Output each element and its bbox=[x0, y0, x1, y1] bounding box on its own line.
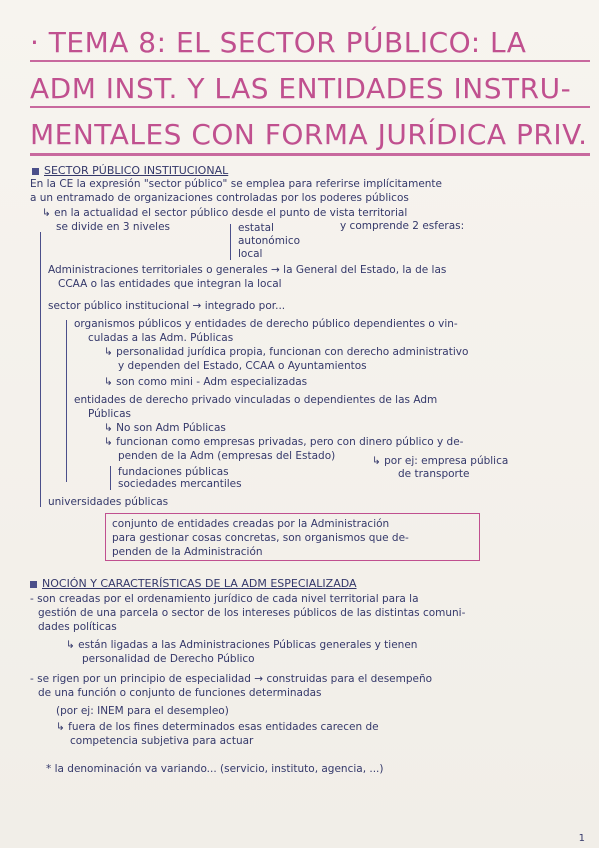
box-line: para gestionar cosas concretas, son organismos que de- bbox=[112, 532, 409, 544]
note-line: ↳ personalidad jurídica propia, funcionan con derecho administrativo bbox=[104, 346, 469, 358]
note-line: y comprende 2 esferas: bbox=[340, 220, 465, 232]
title-line-3: MENTALES CON FORMA JURÍDICA PRIV. bbox=[30, 112, 590, 158]
note-line: (por ej: INEM para el desempleo) bbox=[56, 705, 229, 717]
brace-levels bbox=[230, 224, 231, 260]
square-bullet-icon bbox=[32, 168, 39, 175]
note-line: sociedades mercantiles bbox=[118, 478, 242, 490]
note-line: dades políticas bbox=[38, 621, 117, 633]
note-line: ↳ son como mini - Adm especializadas bbox=[104, 376, 308, 388]
note-line: y dependen del Estado, CCAA o Ayuntamientos bbox=[118, 360, 367, 372]
box-line: penden de la Administración bbox=[112, 546, 263, 558]
note-line: ↳ No son Adm Públicas bbox=[104, 422, 226, 434]
brace-examples bbox=[110, 466, 111, 490]
note-line: fundaciones públicas bbox=[118, 466, 229, 478]
section-heading-1 bbox=[32, 164, 228, 177]
note-line: local bbox=[238, 248, 263, 260]
note-line: ↳ en la actualidad el sector público desde el punto de vista territorial bbox=[42, 207, 408, 219]
section-heading-1-text: SECTOR PÚBLICO INSTITUCIONAL bbox=[44, 164, 229, 177]
note-line: En la CE la expresión "sector público" se emplea para referirse implícitamente bbox=[30, 178, 443, 190]
brace-institutional bbox=[66, 320, 67, 482]
note-line: ↳ están ligadas a las Administraciones Públicas generales y tienen bbox=[66, 639, 418, 651]
note-line: ↳ funcionan como empresas privadas, pero con dinero público y de- bbox=[104, 436, 464, 448]
note-line: culadas a las Adm. Públicas bbox=[88, 332, 234, 344]
note-line: estatal bbox=[238, 222, 274, 234]
note-line: sector público institucional → integrado por... bbox=[48, 300, 286, 312]
note-line: competencia subjetiva para actuar bbox=[70, 735, 254, 747]
note-line: ↳ fuera de los fines determinados esas entidades carecen de bbox=[56, 721, 379, 733]
box-line: conjunto de entidades creadas por la Administración bbox=[112, 518, 390, 530]
note-line: ↳ por ej: empresa pública bbox=[372, 455, 509, 467]
note-line: a un entramado de organizaciones controladas por los poderes públicos bbox=[30, 192, 409, 204]
note-line: de transporte bbox=[398, 468, 470, 480]
note-line: - son creadas por el ordenamiento jurídico de cada nivel territorial para la bbox=[30, 593, 419, 605]
note-line: CCAA o las entidades que integran la local bbox=[58, 278, 282, 290]
note-line: se divide en 3 niveles bbox=[56, 221, 171, 233]
note-line: autonómico bbox=[238, 235, 301, 247]
note-line: penden de la Adm (empresas del Estado) bbox=[118, 450, 336, 462]
note-line: Administraciones territoriales o generales → la General del Estado, la de las bbox=[48, 264, 447, 276]
section-heading-2-text: NOCIÓN Y CARACTERÍSTICAS DE LA ADM ESPECIALIZADA bbox=[42, 577, 357, 590]
page-title bbox=[30, 20, 590, 158]
note-line: personalidad de Derecho Público bbox=[82, 653, 255, 665]
note-line: organismos públicos y entidades de derecho público dependientes o vin- bbox=[74, 318, 458, 330]
note-line: Públicas bbox=[88, 408, 131, 420]
note-line: entidades de derecho privado vinculadas o dependientes de las Adm bbox=[74, 394, 438, 406]
page-number: 1 bbox=[578, 833, 585, 844]
brace-spheres bbox=[40, 232, 41, 507]
note-line: * la denominación va variando... (servicio, instituto, agencia, ...) bbox=[46, 763, 384, 775]
square-bullet-icon bbox=[30, 581, 37, 588]
note-line: gestión de una parcela o sector de los intereses públicos de las distintas comuni- bbox=[38, 607, 466, 619]
section-heading-2 bbox=[30, 577, 357, 590]
note-line: de una función o conjunto de funciones determinadas bbox=[38, 687, 322, 699]
title-line-2: ADM INST. Y LAS ENTIDADES INSTRU- bbox=[30, 66, 590, 112]
note-line: universidades públicas bbox=[48, 496, 169, 508]
note-line: - se rigen por un principio de especialidad → construidas para el desempeño bbox=[30, 673, 433, 685]
title-line-1: · TEMA 8: EL SECTOR PÚBLICO: LA bbox=[30, 20, 590, 66]
